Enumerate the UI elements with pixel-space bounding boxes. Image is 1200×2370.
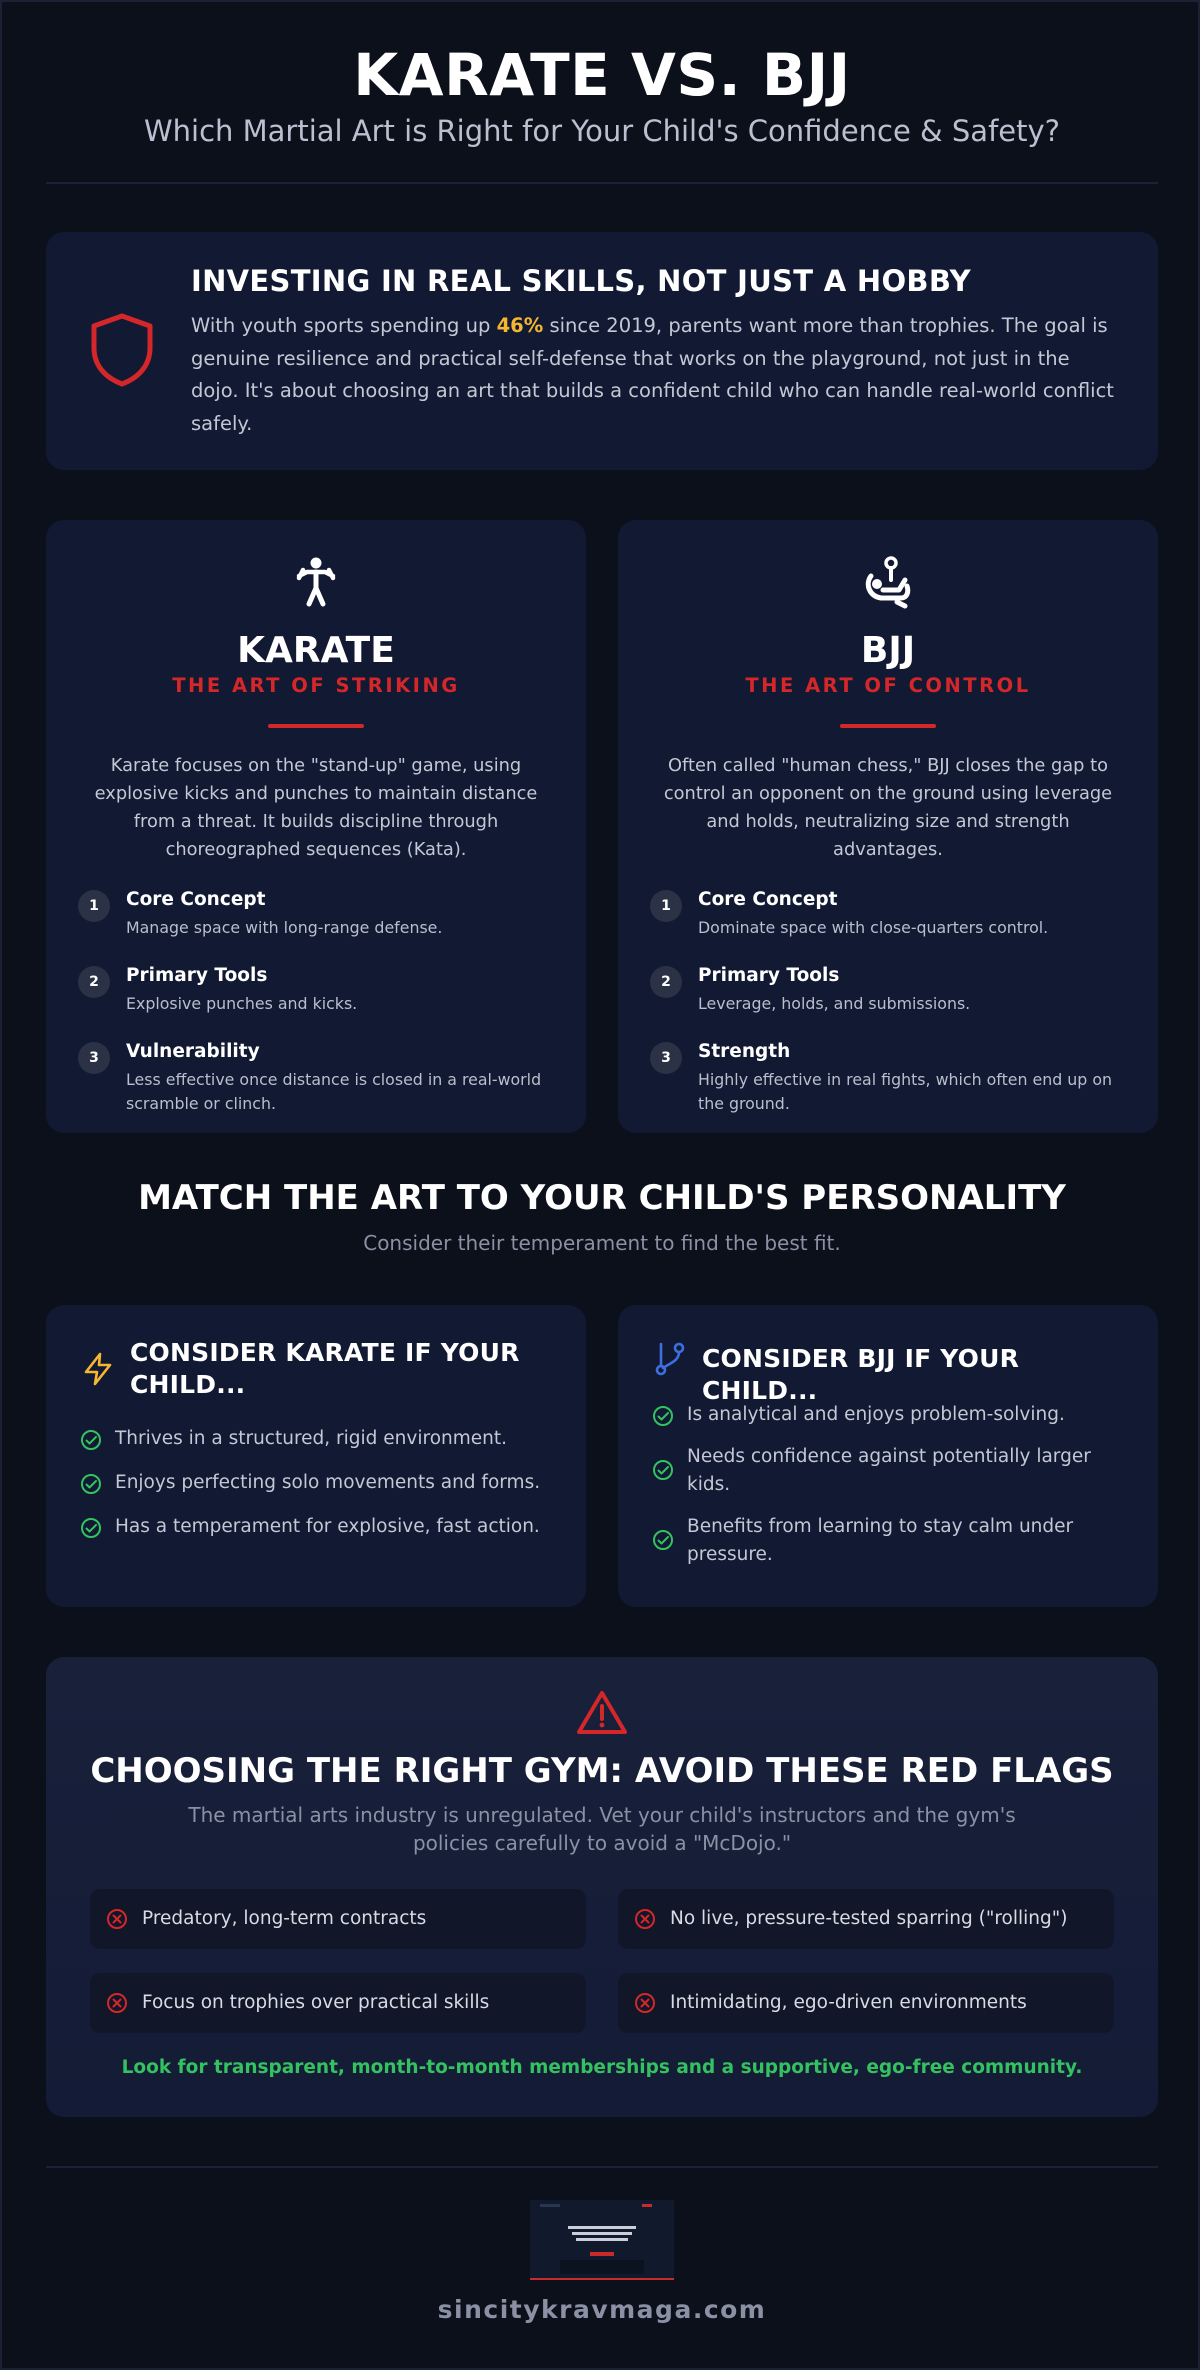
red-flag-item: Intimidating, ego-driven environments xyxy=(618,1973,1114,2033)
karate-title: KARATE xyxy=(237,630,395,671)
page-title: KARATE VS. BJJ xyxy=(353,41,851,109)
karate-tagline: THE ART OF STRIKING xyxy=(172,674,460,697)
shield-icon xyxy=(88,312,156,388)
point-number: 1 xyxy=(78,890,110,922)
list-item: Needs confidence against potentially larger kids. xyxy=(652,1443,1102,1499)
consider-bjj-title: CONSIDER BJJ IF YOUR CHILD... xyxy=(702,1344,1020,1405)
check-circle-icon xyxy=(652,1405,674,1427)
red-flag-item: Focus on trophies over practical skills xyxy=(90,1973,586,2033)
grappling-icon xyxy=(861,556,915,610)
x-circle-icon xyxy=(634,1992,656,2014)
point-number: 2 xyxy=(78,966,110,998)
spending-stat: 46% xyxy=(496,314,544,337)
point-title: Core Concept xyxy=(126,889,266,910)
check-circle-icon xyxy=(80,1517,102,1539)
footer-divider xyxy=(46,2166,1158,2168)
point-number: 3 xyxy=(650,1042,682,1074)
check-circle-icon xyxy=(80,1429,102,1451)
bjj-title: BJJ xyxy=(860,630,916,671)
consider-karate-list xyxy=(80,1425,560,1541)
page-subtitle: Which Martial Art is Right for Your Child's Confidence & Safety? xyxy=(143,114,1061,148)
point-text: Leverage, holds, and submissions. xyxy=(698,994,971,1013)
bjj-accent-bar xyxy=(840,724,936,728)
bjj-tagline: THE ART OF CONTROL xyxy=(745,674,1031,697)
point-number: 1 xyxy=(650,890,682,922)
page-header xyxy=(2,40,1200,148)
karate-card xyxy=(46,520,586,1133)
red-flags-card xyxy=(46,1657,1158,2117)
red-flags-subtitle: The martial arts industry is unregulated. Vet your child's instructors and the gym's policies carefully to avoid a "McDojo." xyxy=(188,1803,1016,1855)
karate-points xyxy=(78,888,558,1140)
website-preview-icon xyxy=(530,2200,674,2280)
check-circle-icon xyxy=(80,1473,102,1495)
list-item: Benefits from learning to stay calm under pressure. xyxy=(652,1513,1102,1569)
point-title: Vulnerability xyxy=(126,1041,260,1062)
website-url: sincitykravmaga.com xyxy=(437,2295,767,2324)
personality-title: MATCH THE ART TO YOUR CHILD'S PERSONALITY xyxy=(138,1178,1066,1218)
point-text: Dominate space with close-quarters control. xyxy=(698,918,1049,937)
list-item xyxy=(78,888,558,940)
consider-bjj-card xyxy=(618,1305,1158,1607)
x-circle-icon xyxy=(106,1992,128,2014)
point-title: Primary Tools xyxy=(698,965,840,986)
x-circle-icon xyxy=(634,1908,656,1930)
point-title: Primary Tools xyxy=(126,965,268,986)
striking-figure-icon xyxy=(291,556,341,610)
karate-description: Karate focuses on the "stand-up" game, using explosive kicks and punches to maintain distance from a threat. It builds discipline through choreographed sequences (Kata). xyxy=(94,755,538,860)
consider-bjj-list xyxy=(652,1401,1102,1569)
list-item: Thrives in a structured, rigid environment. xyxy=(80,1425,560,1453)
x-circle-icon xyxy=(106,1908,128,1930)
bjj-description: Often called "human chess," BJJ closes the gap to control an opponent on the ground using leverage and holds, neutralizing size and strength advantages. xyxy=(663,755,1113,860)
point-title: Strength xyxy=(698,1041,791,1062)
red-flag-item: Predatory, long-term contracts xyxy=(90,1889,586,1949)
point-text: Less effective once distance is closed in a real-world scramble or clinch. xyxy=(126,1070,542,1113)
point-text: Explosive punches and kicks. xyxy=(126,994,358,1013)
red-flags-advice: Look for transparent, month-to-month memberships and a supportive, ego-free community. xyxy=(121,2057,1083,2078)
point-text: Manage space with long-range defense. xyxy=(126,918,443,937)
list-item xyxy=(650,1040,1130,1116)
bjj-points xyxy=(650,888,1130,1140)
point-number: 3 xyxy=(78,1042,110,1074)
check-circle-icon xyxy=(652,1459,674,1481)
personality-subtitle: Consider their temperament to find the best fit. xyxy=(363,1231,841,1255)
list-item: Enjoys perfecting solo movements and forms. xyxy=(80,1469,560,1497)
point-number: 2 xyxy=(650,966,682,998)
intro-card xyxy=(46,232,1158,470)
check-circle-icon xyxy=(652,1529,674,1551)
list-item: Has a temperament for explosive, fast action. xyxy=(80,1513,560,1541)
list-item xyxy=(650,964,1130,1016)
point-text: Highly effective in real fights, which often end up on the ground. xyxy=(698,1070,1113,1113)
consider-karate-card xyxy=(46,1305,586,1607)
website-thumbnail xyxy=(530,2200,674,2280)
red-flags-title: CHOOSING THE RIGHT GYM: AVOID THESE RED FLAGS xyxy=(90,1751,1114,1791)
lightning-icon xyxy=(80,1351,116,1387)
consider-karate-title: CONSIDER KARATE IF YOUR CHILD... xyxy=(130,1338,520,1399)
list-item xyxy=(78,1040,558,1116)
list-item xyxy=(650,888,1130,940)
bjj-card xyxy=(618,520,1158,1133)
warning-icon xyxy=(576,1689,628,1735)
karate-accent-bar xyxy=(268,724,364,728)
red-flag-item: No live, pressure-tested sparring ("rolling") xyxy=(618,1889,1114,1949)
point-title: Core Concept xyxy=(698,889,838,910)
intro-title: INVESTING IN REAL SKILLS, NOT JUST A HOBBY xyxy=(191,264,971,298)
branch-icon xyxy=(652,1341,688,1377)
list-item: Is analytical and enjoys problem-solving. xyxy=(652,1401,1102,1429)
intro-text: With youth sports spending up 46% since 2019, parents want more than trophies. The goal is genuine resilience and practical self-defense that works on the playground, not just in the dojo. It's about choosing an art that builds a confident child who can handle real-world conflict safely. xyxy=(191,314,1114,435)
list-item xyxy=(78,964,558,1016)
header-divider xyxy=(46,182,1158,184)
